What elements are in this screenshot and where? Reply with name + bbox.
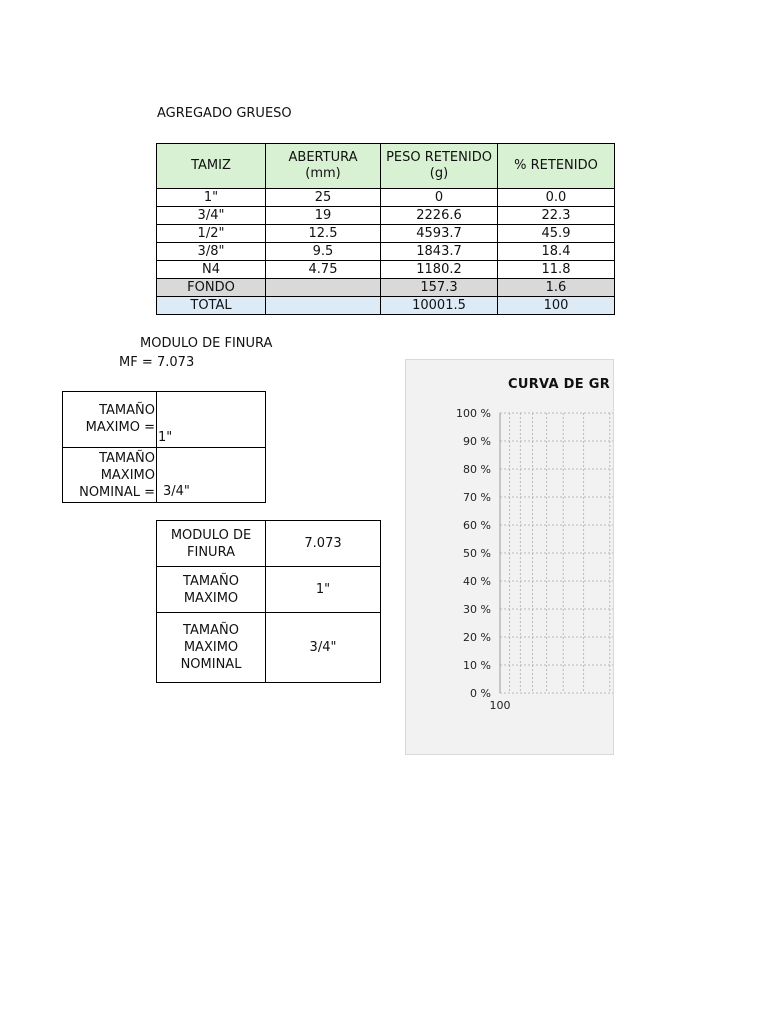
cell-peso: 0	[381, 189, 498, 207]
y-tick-label: 50 %	[463, 547, 491, 560]
col-header-abertura: ABERTURA (mm)	[266, 144, 381, 189]
cell-abertura	[266, 297, 381, 315]
cell-tamiz: 1/2"	[157, 225, 266, 243]
cell-peso: 1843.7	[381, 243, 498, 261]
table-row-fondo	[157, 279, 615, 297]
cell-tamiz: 1"	[157, 189, 266, 207]
summary-value: 7.073	[266, 521, 381, 567]
chart-plot	[406, 360, 614, 755]
cell-peso: 4593.7	[381, 225, 498, 243]
y-tick-label: 60 %	[463, 519, 491, 532]
tamano-nominal-value: 3/4"	[163, 484, 190, 499]
tamano-nominal-label: TAMAÑO MAXIMO NOMINAL =	[79, 451, 155, 500]
cell-porcentaje: 0.0	[498, 189, 615, 207]
cell-peso: 2226.6	[381, 207, 498, 225]
table-row	[157, 207, 615, 225]
cell-tamiz: 3/4"	[157, 207, 266, 225]
y-tick-label: 10 %	[463, 659, 491, 672]
table-row	[157, 225, 615, 243]
y-tick-label: 90 %	[463, 435, 491, 448]
cell-peso: 1180.2	[381, 261, 498, 279]
gradation-chart	[405, 359, 614, 755]
y-tick-label: 70 %	[463, 491, 491, 504]
cell-abertura	[266, 279, 381, 297]
modulo-label: MODULO DE FINURA	[140, 336, 273, 351]
tamano-max-value: 1"	[158, 430, 173, 445]
y-tick-label: 20 %	[463, 631, 491, 644]
table-row	[157, 613, 381, 683]
cell-tamiz: FONDO	[157, 279, 266, 297]
cell-porcentaje: 100	[498, 297, 615, 315]
table-row	[157, 243, 615, 261]
summary-label: MODULO DE FINURA	[157, 521, 266, 567]
table-header-row	[157, 144, 615, 189]
cell-tamiz: N4	[157, 261, 266, 279]
col-header-peso: PESO RETENIDO (g)	[381, 144, 498, 189]
cell-abertura: 19	[266, 207, 381, 225]
table-row	[157, 567, 381, 613]
cell-abertura: 25	[266, 189, 381, 207]
cell-porcentaje: 45.9	[498, 225, 615, 243]
y-tick-label: 30 %	[463, 603, 491, 616]
mf-label: MF =	[119, 355, 153, 370]
section-title: AGREGADO GRUESO	[157, 106, 292, 121]
summary-label: TAMAÑO MAXIMO NOMINAL	[157, 613, 266, 683]
col-header-porcentaje: % RETENIDO	[498, 144, 615, 189]
cell-abertura: 4.75	[266, 261, 381, 279]
y-tick-label: 40 %	[463, 575, 491, 588]
cell-abertura: 9.5	[266, 243, 381, 261]
cell-porcentaje: 1.6	[498, 279, 615, 297]
summary-table	[156, 520, 381, 683]
y-tick-label: 100 %	[456, 407, 491, 420]
y-tick-label: 0 %	[470, 687, 491, 700]
cell-abertura: 12.5	[266, 225, 381, 243]
table-row	[157, 521, 381, 567]
col-header-tamiz: TAMIZ	[157, 144, 266, 189]
tamano-max-label: TAMAÑO MAXIMO =	[85, 403, 155, 435]
cell-porcentaje: 18.4	[498, 243, 615, 261]
mf-value: 7.073	[157, 355, 195, 370]
cell-peso: 10001.5	[381, 297, 498, 315]
cell-peso: 157.3	[381, 279, 498, 297]
summary-value: 1"	[266, 567, 381, 613]
summary-label: TAMAÑO MAXIMO	[157, 567, 266, 613]
cell-porcentaje: 11.8	[498, 261, 615, 279]
table-row	[157, 189, 615, 207]
cell-tamiz: TOTAL	[157, 297, 266, 315]
chart-title: CURVA DE GR	[508, 377, 611, 392]
sieve-table	[156, 143, 615, 315]
table-row	[157, 261, 615, 279]
tamano-box	[62, 391, 266, 503]
summary-value: 3/4"	[266, 613, 381, 683]
cell-porcentaje: 22.3	[498, 207, 615, 225]
table-row-total	[157, 297, 615, 315]
x-tick-label: 100	[489, 699, 511, 712]
y-tick-label: 80 %	[463, 463, 491, 476]
cell-tamiz: 3/8"	[157, 243, 266, 261]
